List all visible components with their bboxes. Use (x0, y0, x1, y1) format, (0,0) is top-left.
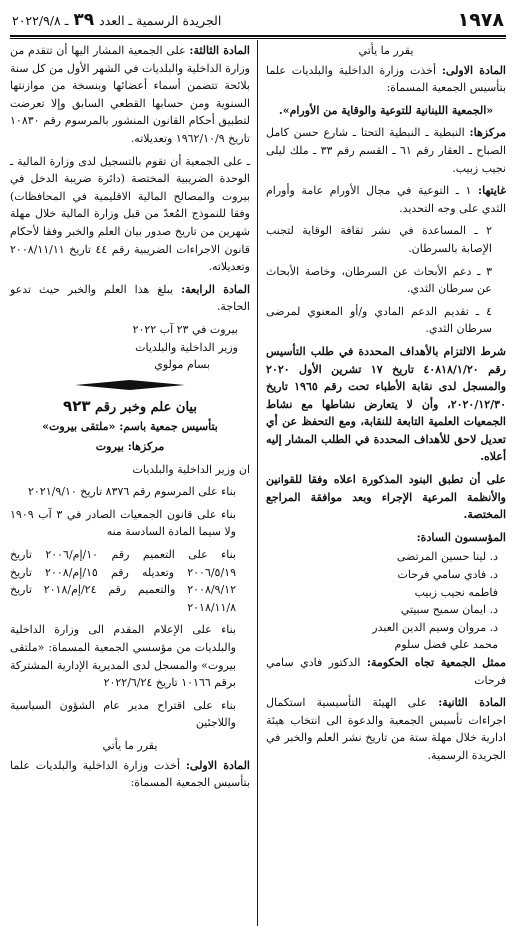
notice-decision-opening: يقرر ما يأتي (102, 738, 158, 752)
decision-opening: يقرر ما يأتي (358, 44, 414, 57)
article-4-text: يبلغ هذا العلم والخبر حيث تدعو الحاجة. (10, 282, 250, 314)
signature-title: وزير الداخلية والبلديات (135, 340, 238, 354)
recital: بناء على اقتراح مدير عام الشؤون السياسية واللاجئين (10, 698, 236, 730)
headquarters-text: النبطية ـ النبطية التحتا ـ شارع حسن كامل الصباح ـ العقار رقم ٦١ ـ القسم رقم ٣٣ ـ ملك ليلى نجيب زبيب. (266, 126, 507, 175)
notice-article-1-title: المادة الاولى: (185, 758, 250, 772)
right-column (266, 42, 506, 767)
commitment-clause: شرط الالتزام بالأهداف المحددة في طلب التأسيس رقم ٤٠٨١٨/١/٢٠ تاريخ ١٧ تشرين الأول ٢٠٢٠ والمسجل لدى نقابة الأطباء تحت رقم ١٩٦٥ تاريخ ٢٠٢٠/١٢/٣٠، وأن لا يتعارض نشاطها مع نشاط الجمعيات العلمية التابعة للنقابة، ومع التحفظ عن أي تعديل لاحق للأهداف المحددة في الطلب المشار إليه أعلاه. (266, 344, 507, 464)
goal-item (266, 182, 506, 217)
goal-item: ٣ ـ دعم الأبحاث عن السرطان، وخاصة الأبحاث عن سرطان الثدي. (266, 264, 492, 296)
signature-place-date: بيروت في ٢٣ آب ٢٠٢٢ (132, 322, 238, 336)
goals-label: غايتها: (478, 184, 506, 198)
goal-text: ١ ـ التوعية في مجال الأورام عامة وأورام الثدي على وجه التحديد. (266, 184, 506, 215)
notice-title (10, 394, 250, 419)
recital: بناء على الإعلام المقدم الى وزارة الداخلية والبلديات من مؤسسي الجمعية المسماة: «ملتقى بيروت» والمسجل لدى المديرية الإدارية المشتركة برقم ١٠١٦٦ تاريخ ٢٠٢٢/٦/٢٤ (10, 623, 236, 690)
notice-number: ٩٢٣ (63, 396, 91, 415)
article-4 (10, 281, 250, 316)
founder-name: د. لينا حسين المرتضى (396, 550, 498, 564)
representative-name: الدكتور فادي سامي فرحات (266, 656, 506, 687)
founder-name: د. فادي سامي فرحات (397, 568, 498, 582)
recital: بناء على المرسوم رقم ٨٣٧٦ تاريخ ٢٠٢١/٩/١٠ (27, 485, 236, 499)
notice-article-1 (10, 757, 250, 792)
article-1 (266, 62, 506, 97)
issue-number: ٣٩ (73, 10, 95, 30)
association-name: «الجمعية اللبنانية للتوعية والوقاية من الأورام». (278, 103, 494, 117)
section-ornament (10, 380, 250, 390)
article-1-title: المادة الاولى: (441, 63, 506, 77)
page-header (12, 8, 504, 32)
article-1-text: أخذت وزارة الداخلية والبلديات علما بتأسيس الجمعية المسماة: (266, 63, 506, 95)
founder-name: محمد علي فضل سلوم (394, 638, 498, 652)
headquarters-label: مركزها: (469, 126, 507, 140)
article-3-title: المادة الثالثة: (189, 44, 250, 57)
notice-headquarters: مركزها: بيروت (95, 440, 165, 454)
notice-opening: ان وزير الداخلية والبلديات (132, 462, 250, 476)
publication-name: الجريدة الرسمية ـ العدد (99, 12, 222, 28)
article-4-title: المادة الرابعة: (181, 282, 250, 296)
notice-subtitle: بتأسيس جمعية باسم: «ملتقى بيروت» (42, 420, 218, 434)
founder-name: د. ايمان سميح سبيتي (400, 603, 498, 617)
notice-title-prefix: بيان علم وخبر رقم (95, 399, 197, 415)
left-column (10, 42, 250, 794)
government-representative (266, 654, 506, 689)
article-3-text: على الجمعية المشار اليها أن تتقدم من وزارة الداخلية والبلديات في الشهر الأول من كل سنة بلائحة تتضمن أسماء أعضائها وبنسخة من موازنتها السنوية ومن حسابها القطعي السابق وإلا تعرضت لتطبيق أحكام القانون المنشور بالمرسوم رقم ١٠٨٣٠ تاريخ ١٩٦٢/١٠/٩ وتعديلاته. (10, 44, 250, 145)
founders-label: المؤسسون السادة: (416, 530, 506, 544)
page-number: ١٩٧٨ (457, 9, 504, 31)
tax-registration-paragraph: ـ على الجمعية أن تقوم بالتسجيل لدى وزارة المالية ـ الوحدة الضريبية المختصة (دائرة ضريبة الدخل في بيروت والمصالح المالية الاقليمية في المحافظات) وفقا للنموذج المُعدّ من قبل وزارة المالية خلال مهلة شهرين من تاريخ صدور بيان العلم والخبر وفقا لأحكام قانون الاجراءات الضريبية رقم ٤٤ تاريخ ٢٠٠٨/١١/١١ وتعديلاته. (10, 154, 250, 274)
article-3 (10, 42, 250, 148)
header-rule (10, 35, 506, 39)
article-2-text: على الهيئة التأسيسية استكمال اجراءات تأسيس الجمعية والدعوة الى انتخاب هيئة ادارية خلال مهلة ستة من تاريخ نشر العلم والخبر في الجريدة الرسمية. (266, 696, 506, 762)
conditions-clause: على أن تطبق البنود المذكورة اعلاه وفقا للقوانين والأنظمة المرعية الإجراء وبعد موافقة المراجع المختصة. (266, 473, 506, 522)
goal-item: ٢ ـ المساعدة في نشر ثقافة الوقاية لتجنب الإصابة بالسرطان. (266, 224, 492, 255)
recital: بناء على قانون الجمعيات الصادر في ٣ آب ١٩٠٩ ولا سيما المادة السادسة منه (10, 507, 237, 539)
column-divider (257, 40, 258, 926)
signature-name: بسام مولوي (154, 358, 210, 372)
recital: بناء على التعميم رقم ١٠/إم/٢٠٠٦ تاريخ ٢٠٠٦/٥/١٩ وتعديله رقم ١٥/إم/٢٠٠٨ تاريخ ٢٠٠٨/٩/١٢ والتعميم رقم ٢٤/إم/٢٠١٨ تاريخ ٢٠١٨/١١/٨ (10, 548, 236, 614)
article-2 (266, 694, 506, 764)
headquarters (266, 124, 506, 177)
founder-name: فاطمه نجيب زبيب (414, 585, 498, 599)
notice-article-1-text: أخذت وزارة الداخلية والبلديات علما بتأسيس الجمعية المسماة: (10, 758, 250, 790)
representative-label: ممثل الجمعية تجاه الحكومة: (366, 656, 506, 669)
founder-name: د. مروان وسيم الدين العبدر (372, 620, 498, 634)
goal-item: ٤ ـ تقديم الدعم المادي و/أو المعنوي لمرضى سرطان الثدي. (266, 304, 492, 336)
running-header (12, 10, 221, 30)
article-2-title: المادة الثانية: (438, 696, 506, 710)
issue-date: ـ ٢٠٢٢/٩/٨ (12, 12, 69, 28)
